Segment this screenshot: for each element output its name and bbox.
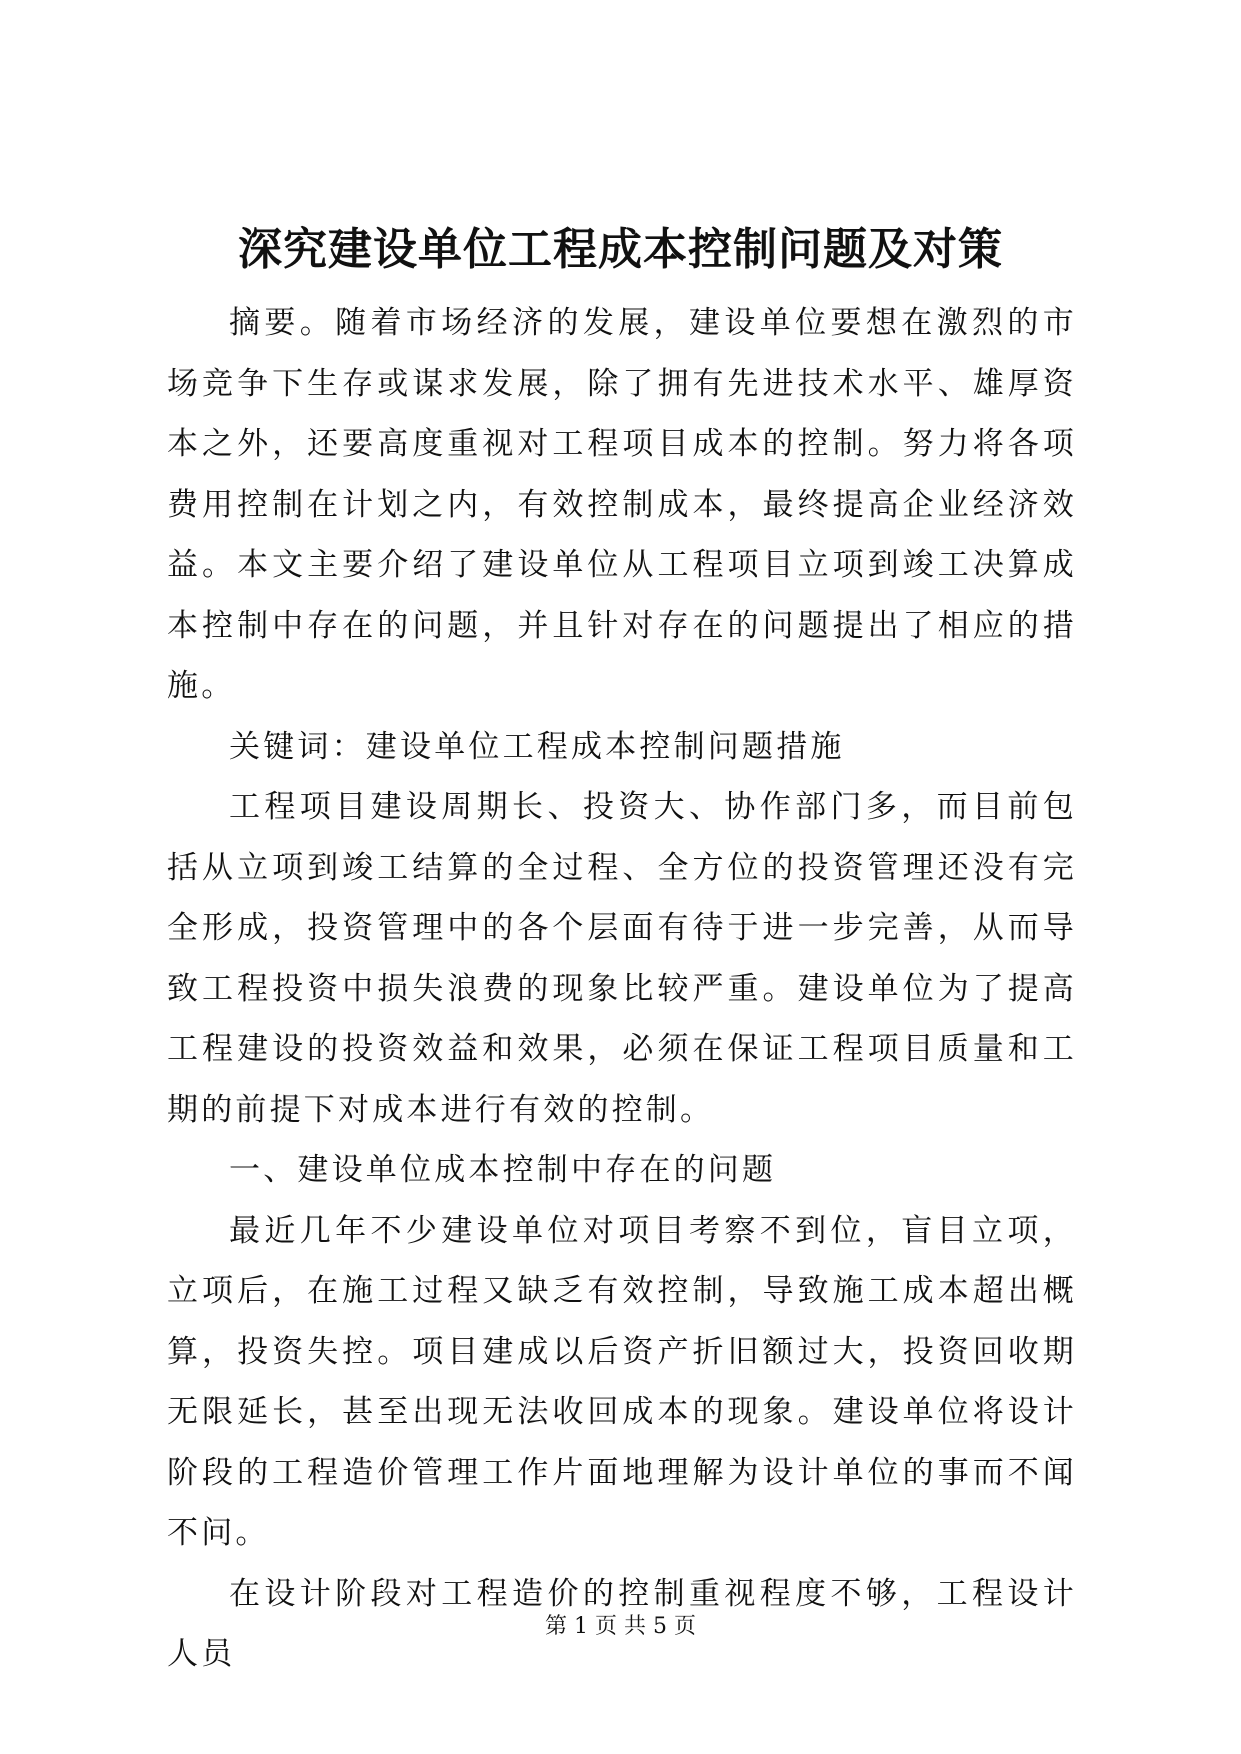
body-paragraph: 最近几年不少建设单位对项目考察不到位，盲目立项，立项后，在施工过程又缺乏有效控制，导致施工成本超出概算，投资失控。项目建成以后资产折旧额过大，投资回收期无限延长，甚至出现无法收回成本的现象。建设单位将设计阶段的工程造价管理工作片面地理解为设计单位的事而不闻不问。 xyxy=(167,1212,1077,1551)
abstract-paragraph: 摘要。随着市场经济的发展，建设单位要想在激烈的市场竞争下生存或谋求发展，除了拥有先进技术水平、雄厚资本之外，还要高度重视对工程项目成本的控制。努力将各项费用控制在计划之内，有效控制成本，最终提高企业经济效益。本文主要介绍了建设单位从工程项目立项到竣工决算成本控制中存在的问题，并且针对存在的问题提出了相应的措施。 xyxy=(167,305,1077,704)
document-body xyxy=(167,293,1077,1685)
page-number-footer: 第 1 页 共 5 页 xyxy=(545,1614,696,1639)
document-title: 深究建设单位工程成本控制问题及对策 xyxy=(238,224,1003,275)
keywords-paragraph: 关键词：建设单位工程成本控制问题措施 xyxy=(229,728,845,765)
intro-paragraph: 工程项目建设周期长、投资大、协作部门多，而目前包括从立项到竣工结算的全过程、全方位的投资管理还没有完全形成，投资管理中的各个层面有待于进一步完善，从而导致工程投资中损失浪费的现象比较严重。建设单位为了提高工程建设的投资效益和效果，必须在保证工程项目质量和工期的前提下对成本进行有效的控制。 xyxy=(167,789,1077,1128)
section-heading: 一、建设单位成本控制中存在的问题 xyxy=(229,1152,777,1188)
body-paragraph: 在设计阶段对工程造价的控制重视程度不够，工程设计人员 xyxy=(167,1575,1077,1672)
